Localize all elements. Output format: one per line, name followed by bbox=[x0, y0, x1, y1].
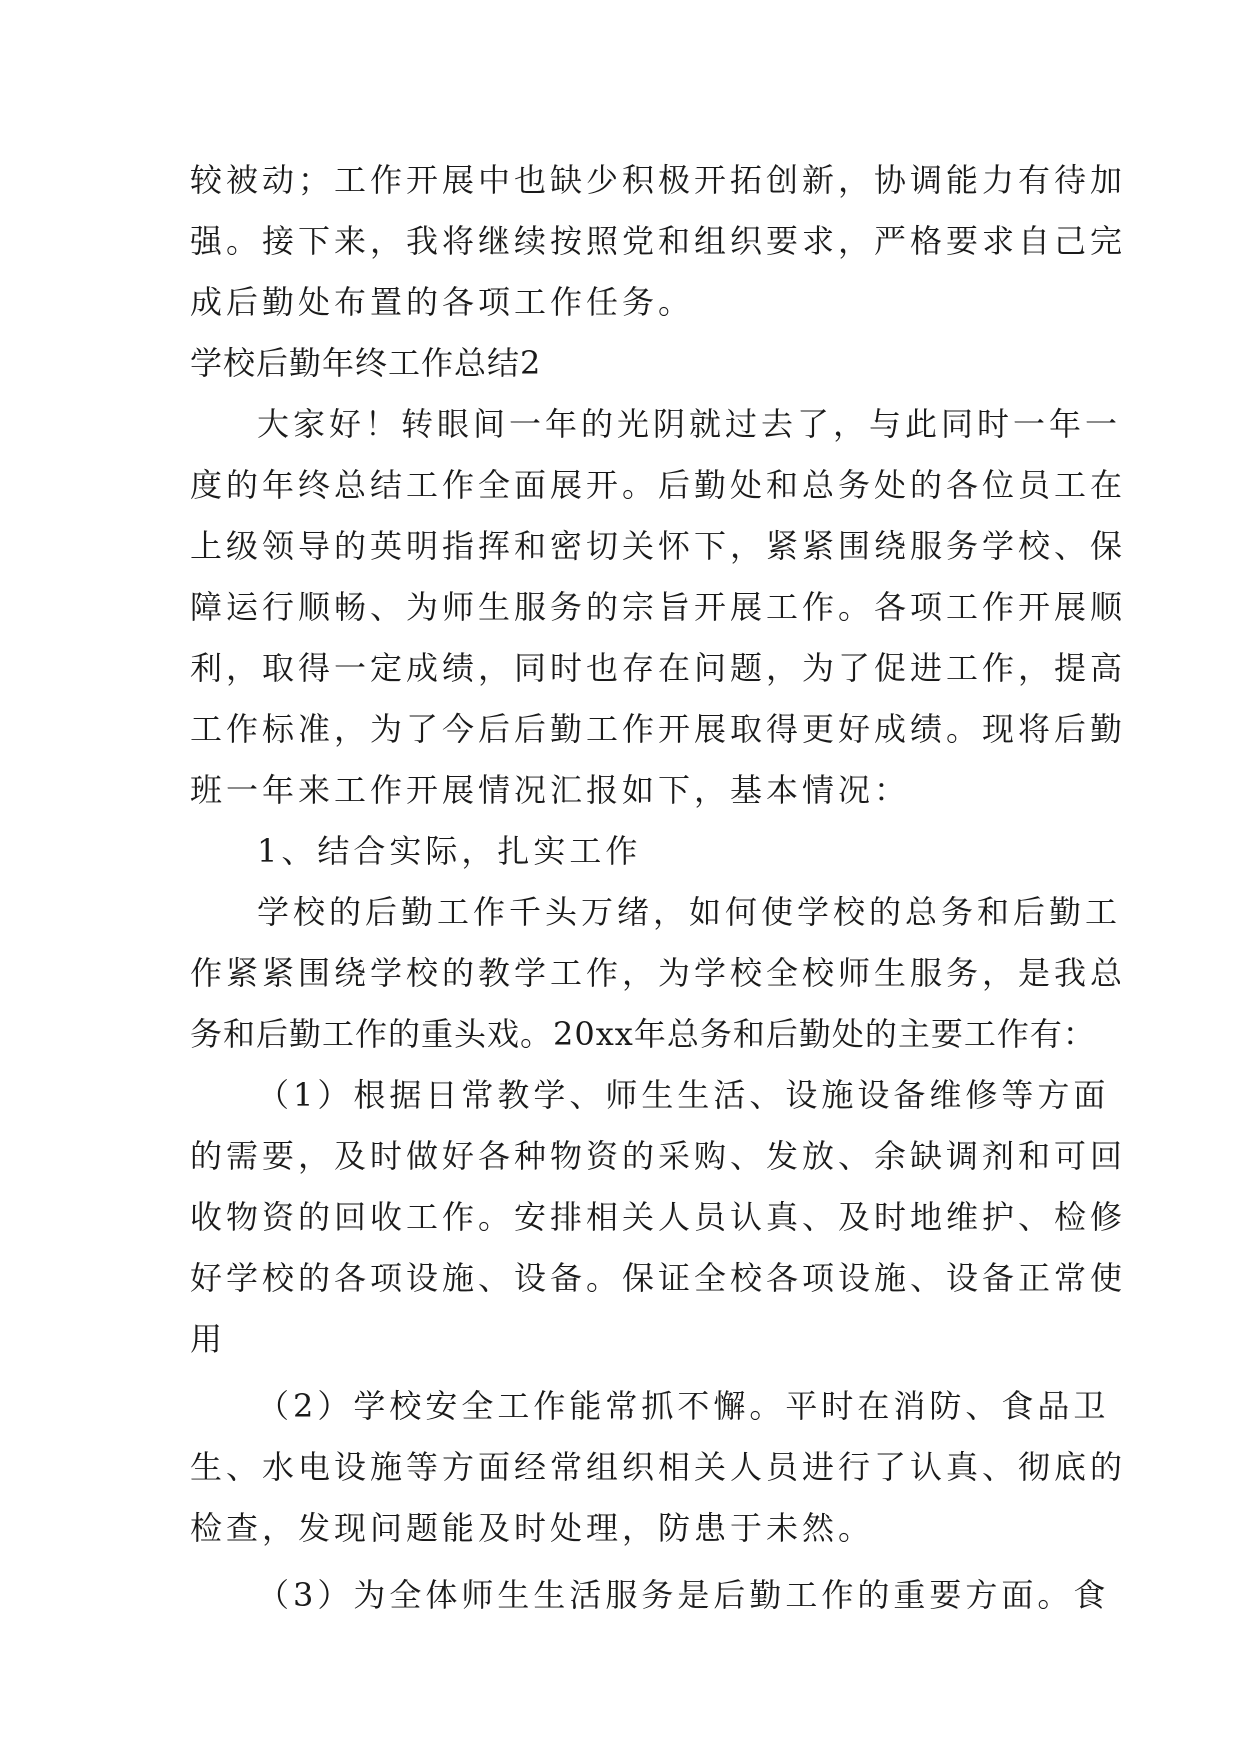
text-line: 作紧紧围绕学校的教学工作，为学校全校师生服务，是我总 bbox=[190, 954, 1127, 992]
text-line: 工作标准，为了今后后勤工作开展取得更好成绩。现将后勤 bbox=[190, 710, 1127, 748]
text-line: 度的年终总结工作全面展开。后勤处和总务处的各位员工在 bbox=[190, 466, 1127, 504]
text-line: 好学校的各项设施、设备。保证全校各项设施、设备正常使 bbox=[190, 1259, 1127, 1297]
text-line: 班一年来工作开展情况汇报如下，基本情况： bbox=[190, 771, 911, 809]
text-line: 成后勤处布置的各项工作任务。 bbox=[190, 283, 695, 321]
section-heading: 学校后勤年终工作总结2 bbox=[190, 344, 542, 382]
text-line: 障运行顺畅、为师生服务的宗旨开展工作。各项工作开展顺 bbox=[190, 588, 1127, 626]
subheading-line: 1、结合实际，扎实工作 bbox=[257, 832, 642, 870]
text-line: 大家好！转眼间一年的光阴就过去了，与此同时一年一 bbox=[257, 405, 1122, 443]
document-body bbox=[190, 150, 1127, 1626]
text-line: 强。接下来，我将继续按照党和组织要求，严格要求自己完 bbox=[190, 222, 1127, 260]
text-line: 检查，发现问题能及时处理，防患于未然。 bbox=[190, 1509, 875, 1547]
text-line: 上级领导的英明指挥和密切关怀下，紧紧围绕服务学校、保 bbox=[190, 527, 1127, 565]
list-item-line: （2）学校安全工作能常抓不懈。平时在消防、食品卫 bbox=[257, 1387, 1110, 1425]
text-line: 收物资的回收工作。安排相关人员认真、及时地维护、检修 bbox=[190, 1198, 1127, 1236]
text-line: 用 bbox=[190, 1320, 227, 1358]
text-line: 生、水电设施等方面经常组织相关人员进行了认真、彻底的 bbox=[190, 1448, 1127, 1486]
list-item-line: （1）根据日常教学、师生生活、设施设备维修等方面 bbox=[257, 1076, 1110, 1114]
list-item-line: （3）为全体师生生活服务是后勤工作的重要方面。食 bbox=[257, 1576, 1110, 1614]
text-line: 利，取得一定成绩，同时也存在问题，为了促进工作，提高 bbox=[190, 649, 1127, 687]
text-line: 学校的后勤工作千头万绪，如何使学校的总务和后勤工 bbox=[257, 893, 1122, 931]
text-line: 务和后勤工作的重头戏。20xx年总务和后勤处的主要工作有： bbox=[190, 1015, 1096, 1053]
text-line: 较被动；工作开展中也缺少积极开拓创新，协调能力有待加 bbox=[190, 161, 1127, 199]
text-line: 的需要，及时做好各种物资的采购、发放、余缺调剂和可回 bbox=[190, 1137, 1127, 1175]
